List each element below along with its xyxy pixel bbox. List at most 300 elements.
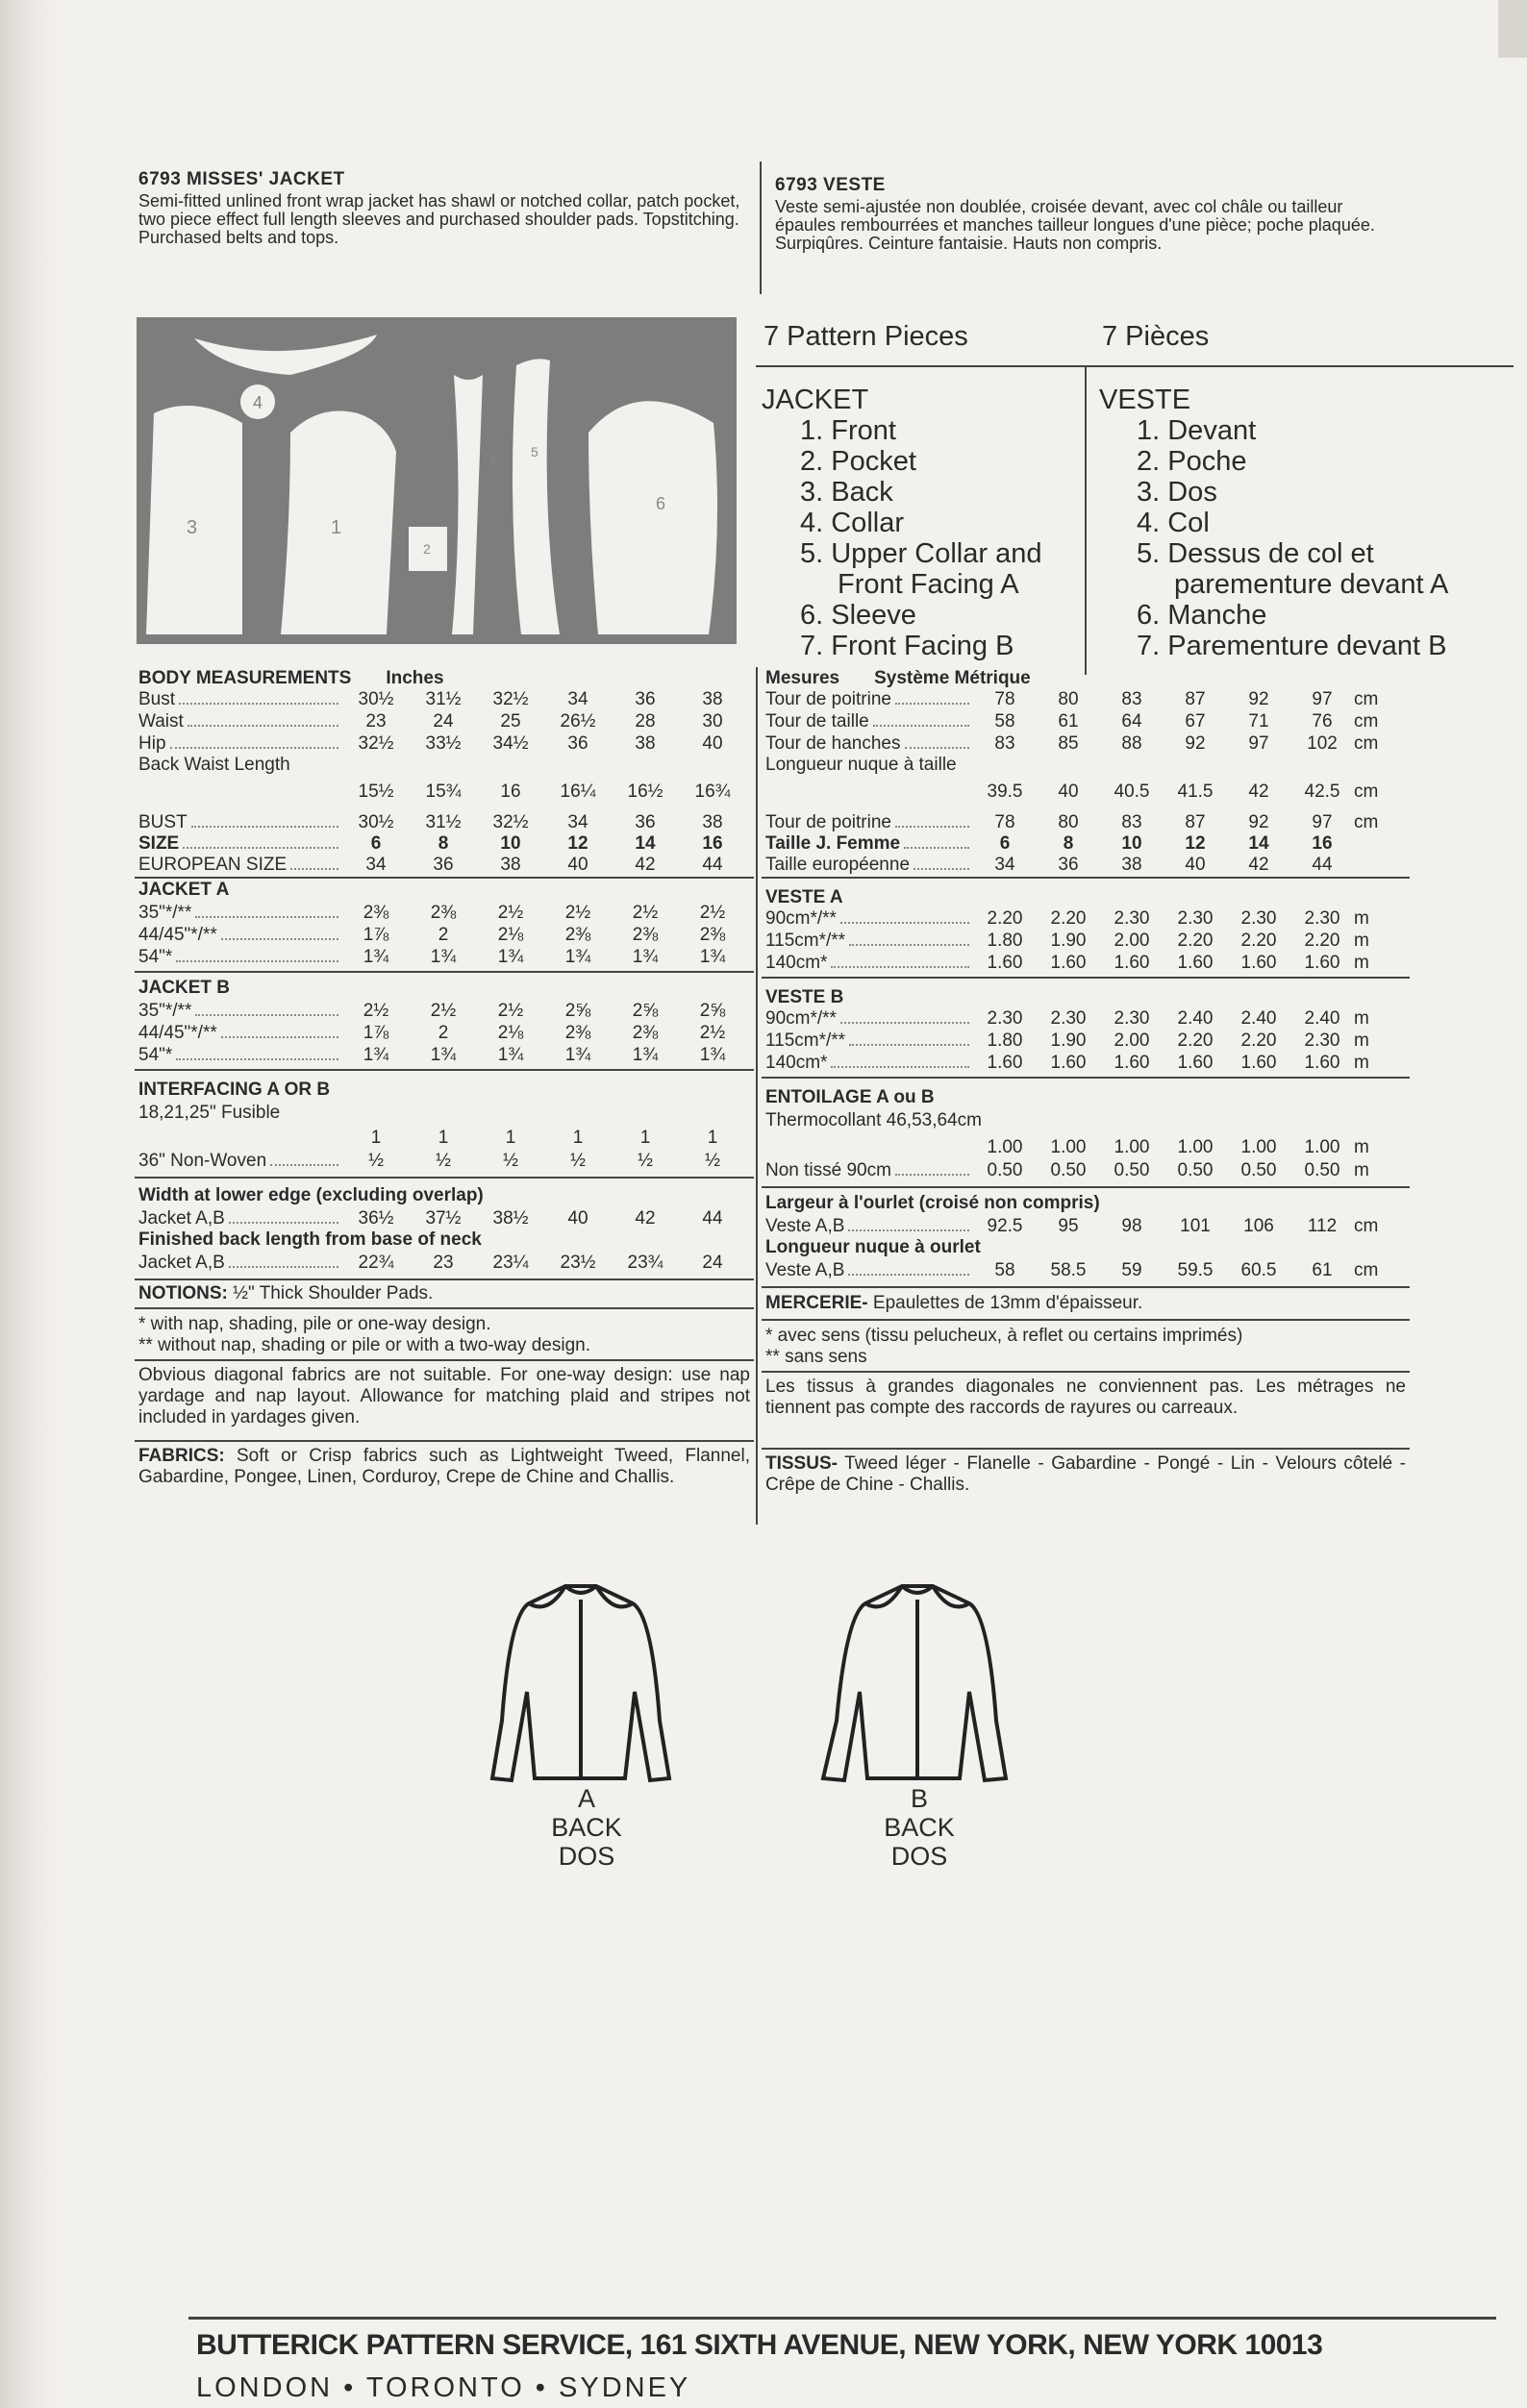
row-label: 35"*/** [138, 903, 192, 923]
row-value: 112 [1307, 1216, 1338, 1236]
section-header [765, 1292, 1142, 1314]
piece-item: Front Facing A [838, 569, 1019, 600]
row-value: 1 [572, 1128, 584, 1148]
row-value: 80 [1058, 689, 1079, 709]
section-rule [135, 1177, 754, 1179]
row-label: 54"* [138, 947, 173, 967]
row-value: 23 [365, 711, 387, 732]
row-value: 1.90 [1050, 931, 1087, 951]
leader-dots [229, 1222, 338, 1224]
table-row [138, 1150, 750, 1172]
row-value: 98 [1121, 1216, 1142, 1236]
row-value: 15½ [358, 782, 394, 802]
row-value: 44 [1312, 855, 1333, 875]
back-views-illustration [471, 1576, 1067, 1788]
piece-item: 1. Devant [1137, 415, 1257, 446]
piece-number-1: 1 [331, 517, 342, 538]
row-value: 32½ [492, 689, 529, 709]
leader-dots [290, 868, 338, 870]
row-value: 1.00 [1050, 1137, 1087, 1157]
row-value: 10 [500, 833, 521, 854]
section-header-text: JACKET A [138, 880, 230, 900]
table-note: Thermocollant 46,53,64cm [765, 1110, 982, 1130]
section-rule [762, 1448, 1410, 1450]
row-label: 36" Non-Woven [138, 1151, 267, 1171]
piece-number-7: 7 [488, 454, 496, 469]
table-row [765, 710, 1406, 732]
row-value: ½ [638, 1151, 653, 1171]
row-value: 2½ [564, 903, 591, 923]
row-label: SIZE [138, 833, 180, 854]
row-value: 32½ [358, 733, 394, 754]
section-rule [762, 1371, 1410, 1373]
row-value: 1.60 [1240, 953, 1277, 973]
leader-dots [176, 1058, 338, 1060]
row-value: 97 [1312, 812, 1333, 832]
row-value: 16 [500, 782, 521, 802]
row-value: 64 [1121, 711, 1142, 732]
paragraph-text: Les tissus à grandes diagonales ne conviennent pas. Les métrages ne tiennent pas compte des raccords de rayures ou carreaux. [765, 1377, 1406, 1418]
row-value: 6 [370, 833, 382, 854]
row-value: 1.60 [1304, 1053, 1340, 1073]
leader-dots [873, 725, 969, 727]
view-b-caption: B BACK DOS [884, 1784, 955, 1871]
row-value: ½ [436, 1151, 451, 1171]
row-value: 85 [1058, 733, 1079, 754]
row-value: 14 [635, 833, 656, 854]
row-value: 1.00 [987, 1137, 1023, 1157]
table-row [765, 1159, 1406, 1181]
leader-dots [895, 1174, 969, 1176]
french-description: Veste semi-ajustée non doublée, croisée devant, avec col châle ou tailleur épaules rembourrées et manches tailleur longues d'une pièce; poche plaquée. Surpiqûres. Ceinture fantaisie. Hauts non compris. [775, 197, 1375, 253]
row-label: Waist [138, 711, 184, 732]
row-value: 1.60 [1240, 1053, 1277, 1073]
section-header [765, 667, 1031, 689]
row-value: 12 [1185, 833, 1206, 854]
piece-item: 7. Front Facing B [800, 631, 1014, 661]
section-header-text: Mesures [765, 668, 840, 688]
section-header-text: Finished back length from base of neck [138, 1229, 482, 1250]
piece-item: parementure devant A [1174, 569, 1449, 600]
section-header [138, 977, 230, 999]
row-value: 1.60 [1114, 953, 1150, 973]
section-rule [135, 971, 754, 973]
row-unit: m [1354, 1053, 1369, 1073]
paragraph-text: Obvious diagonal fabrics are not suitable. For one-way design: use nap yardage and nap layout. Allowance for matching plaid and stripes not included in yardages given. [138, 1365, 750, 1427]
row-label: 35"*/** [138, 1001, 192, 1021]
row-value: 40 [567, 855, 588, 875]
page-fold-shadow [0, 0, 58, 2408]
view-a-back [492, 1586, 669, 1780]
row-label: Jacket A,B [138, 1208, 225, 1229]
row-value: 1.80 [987, 931, 1023, 951]
table-row [765, 732, 1406, 755]
leader-dots [270, 1164, 338, 1166]
row-unit: m [1354, 908, 1369, 929]
leader-dots [229, 1266, 338, 1268]
table-note: * with nap, shading, pile or one-way design. [138, 1314, 491, 1334]
table-row [765, 1030, 1406, 1052]
row-value: 1.60 [1114, 1053, 1150, 1073]
row-value: 16 [702, 833, 723, 854]
leader-dots [848, 1274, 969, 1276]
table-row [138, 688, 750, 710]
table-row [138, 1022, 750, 1044]
section-rule [762, 1186, 1410, 1188]
row-value: 1¾ [632, 1045, 659, 1065]
row-value: 42 [635, 1208, 656, 1229]
row-value: 1⅞ [363, 1023, 389, 1043]
leader-dots [849, 944, 969, 946]
section-header-text: JACKET B [138, 978, 231, 998]
table-note: ** without nap, shading or pile or with a two-way design. [138, 1335, 590, 1355]
row-label: Jacket A,B [138, 1253, 225, 1273]
row-unit: m [1354, 1030, 1369, 1051]
row-label: Tour de taille [765, 711, 869, 732]
row-value: 38 [702, 689, 723, 709]
row-value: 78 [994, 689, 1015, 709]
row-value: 1⅞ [363, 925, 389, 945]
row-value: 36 [567, 733, 588, 754]
piece-number-6: 6 [656, 494, 666, 513]
row-value: 16½ [627, 782, 663, 802]
table-row [765, 930, 1406, 952]
row-value: 38½ [492, 1208, 529, 1229]
page-corner [1498, 0, 1527, 58]
section-header-text: Width at lower edge (excluding overlap) [138, 1185, 484, 1205]
section-header-text: Largeur à l'ourlet (croisé non compris) [765, 1193, 1100, 1213]
piece-number-2: 2 [423, 541, 431, 557]
piece-item: 1. Front [800, 415, 896, 446]
row-value: 36 [635, 812, 656, 832]
pattern-pieces-heading-en: 7 Pattern Pieces [764, 321, 968, 352]
row-value: 40 [1058, 782, 1079, 802]
row-value: ½ [570, 1151, 586, 1171]
row-value: 95 [1058, 1216, 1079, 1236]
row-label: 140cm* [765, 953, 828, 973]
row-value: 2.20 [1177, 1030, 1214, 1051]
row-value: 2.40 [1240, 1008, 1277, 1029]
row-value: 30½ [358, 812, 394, 832]
row-value: 1¾ [699, 1045, 726, 1065]
fabric-paragraph [765, 1453, 1406, 1496]
row-unit: cm [1354, 1260, 1379, 1280]
fabric-paragraph [138, 1365, 750, 1428]
english-title: 6793 MISSES' JACKET [138, 169, 345, 189]
leader-dots [191, 826, 338, 828]
section-header [138, 667, 444, 689]
row-value: 6 [999, 833, 1011, 854]
table-note: 18,21,25" Fusible [138, 1103, 281, 1123]
row-value: 22¾ [358, 1253, 394, 1273]
leader-dots [188, 725, 338, 727]
table-row [138, 781, 750, 803]
row-value: 88 [1121, 733, 1142, 754]
leader-dots [176, 960, 338, 962]
row-value: 83 [994, 733, 1015, 754]
row-value: 97 [1312, 689, 1333, 709]
row-value: 42.5 [1304, 782, 1340, 802]
row-value: 2.20 [987, 908, 1023, 929]
row-value: 2.40 [1304, 1008, 1340, 1029]
piece-item: 4. Col [1137, 508, 1210, 538]
row-unit: m [1354, 953, 1369, 973]
leader-dots [914, 868, 969, 870]
paragraph-text: Soft or Crisp fabrics such as Lightweight Tweed, Flannel, Gabardine, Pongee, Linen, Corduroy, Crepe de Chine and Challis. [138, 1446, 750, 1487]
leader-dots [221, 938, 338, 940]
row-label: 140cm* [765, 1053, 828, 1073]
row-value: 0.50 [1050, 1160, 1087, 1180]
table-row [138, 902, 750, 924]
row-value: 2⅛ [497, 1023, 524, 1043]
table-row [765, 832, 1406, 855]
row-value: 2½ [699, 903, 726, 923]
publisher-cities: LONDON • TORONTO • SYDNEY [196, 2372, 691, 2403]
row-value: 2⅜ [363, 903, 389, 923]
table-row [765, 811, 1406, 833]
row-value: 2½ [497, 1001, 524, 1021]
paragraph-text: Tweed léger - Flanelle - Gabardine - Pongé - Lin - Velours côtelé - Crêpe de Chine - Challis. [765, 1453, 1406, 1495]
row-value: 2½ [430, 1001, 457, 1021]
section-header [765, 886, 843, 908]
row-value: 40 [702, 733, 723, 754]
pattern-pieces-diagram [137, 317, 737, 644]
row-value: 59 [1121, 1260, 1142, 1280]
piece-number-5: 5 [531, 444, 538, 459]
tables-divider [756, 667, 758, 1525]
row-value: 34 [365, 855, 387, 875]
section-header-text: MERCERIE- [765, 1293, 868, 1313]
row-value: 36 [635, 689, 656, 709]
row-value: ½ [368, 1151, 384, 1171]
leader-dots [179, 703, 338, 705]
table-row [138, 1252, 750, 1274]
row-value: 1¾ [497, 1045, 524, 1065]
row-value: 2½ [363, 1001, 389, 1021]
row-label: Veste A,B [765, 1216, 845, 1236]
row-value: 101 [1180, 1216, 1211, 1236]
sleeve-piece [588, 401, 717, 634]
piece-item: 3. Dos [1137, 477, 1217, 508]
row-value: 1¾ [564, 1045, 591, 1065]
section-header-extra: Inches [386, 668, 444, 688]
row-unit: m [1354, 1137, 1369, 1157]
piece-item: 2. Pocket [800, 446, 916, 477]
row-value: 58.5 [1050, 1260, 1087, 1280]
row-value: 0.50 [987, 1160, 1023, 1180]
row-value: 102 [1307, 733, 1338, 754]
row-label: Taille J. Femme [765, 833, 901, 854]
veste-label: VESTE [1099, 385, 1191, 415]
row-value: 23¾ [627, 1253, 663, 1273]
section-rule [135, 1359, 754, 1361]
section-rule [762, 1077, 1410, 1079]
table-row [138, 710, 750, 732]
row-value: 24 [702, 1253, 723, 1273]
section-header [138, 1229, 482, 1251]
row-value: 1.60 [987, 1053, 1023, 1073]
row-value: 16¼ [560, 782, 596, 802]
row-value: 34 [994, 855, 1015, 875]
piece-item: 7. Parementure devant B [1137, 631, 1447, 661]
row-label: BUST [138, 812, 188, 832]
view-a-caption: A BACK DOS [551, 1784, 622, 1871]
row-value: 2½ [699, 1023, 726, 1043]
section-rule [762, 1286, 1410, 1288]
row-value: 2.20 [1304, 931, 1340, 951]
section-header [138, 879, 229, 901]
piece-item: 3. Back [800, 477, 893, 508]
table-note: * avec sens (tissu pelucheux, à reflet ou certains imprimés) [765, 1326, 1243, 1346]
row-value: 2.30 [1114, 908, 1150, 929]
row-value: 87 [1185, 812, 1206, 832]
table-row [138, 811, 750, 833]
section-header-note: ½" Thick Shoulder Pads. [227, 1283, 434, 1303]
row-value: 83 [1121, 812, 1142, 832]
row-value: 1 [707, 1128, 718, 1148]
row-value: 2 [438, 925, 449, 945]
row-value: 1.00 [1177, 1137, 1214, 1157]
row-value: 23¼ [492, 1253, 529, 1273]
row-value: 1 [639, 1128, 651, 1148]
pattern-pieces-heading-fr: 7 Pièces [1102, 321, 1210, 352]
table-row [765, 688, 1406, 710]
row-value: 2⅜ [430, 903, 457, 923]
section-header-text: NOTIONS: [138, 1283, 228, 1303]
row-value: 8 [438, 833, 449, 854]
section-rule [762, 1319, 1410, 1321]
row-value: 2⅜ [564, 1023, 591, 1043]
leader-dots [170, 747, 338, 749]
table-row [138, 732, 750, 755]
row-value: 25 [500, 711, 521, 732]
table-row [765, 1052, 1406, 1074]
row-unit: cm [1354, 711, 1379, 732]
row-value: 34 [567, 689, 588, 709]
row-value: 2.20 [1050, 908, 1087, 929]
row-value: 2.40 [1177, 1008, 1214, 1029]
row-value: 1.00 [1114, 1137, 1150, 1157]
row-unit: cm [1354, 689, 1379, 709]
table-row [138, 832, 750, 855]
piece-item: 5. Dessus de col et [1137, 538, 1374, 569]
row-value: 58 [994, 711, 1015, 732]
leader-dots [840, 1022, 969, 1024]
section-header [138, 1282, 433, 1304]
row-value: 24 [433, 711, 454, 732]
row-value: 1.80 [987, 1030, 1023, 1051]
leader-dots [221, 1036, 338, 1038]
section-header-text: VESTE A [765, 887, 843, 907]
row-value: 2⅛ [497, 925, 524, 945]
row-value: 36½ [358, 1208, 394, 1229]
row-value: 2.30 [1177, 908, 1214, 929]
row-value: 2 [438, 1023, 449, 1043]
row-value: 83 [1121, 689, 1142, 709]
row-value: 23 [433, 1253, 454, 1273]
section-header [138, 1184, 484, 1206]
header-divider [760, 161, 762, 294]
row-label: Tour de poitrine [765, 689, 891, 709]
row-value: 2.20 [1240, 931, 1277, 951]
row-label: 44/45"*/** [138, 1023, 217, 1043]
table-row [765, 1007, 1406, 1030]
section-header-text: ENTOILAGE A ou B [765, 1087, 935, 1107]
leader-dots [831, 1066, 969, 1068]
english-description: Semi-fitted unlined front wrap jacket has shawl or notched collar, patch pocket, two piece effect full length sleeves and purchased shoulder pads. Topstitching. Purchased belts and tops. [138, 191, 740, 247]
leader-dots [831, 966, 969, 968]
row-unit: m [1354, 1160, 1369, 1180]
veste-pieces-list [1137, 415, 1448, 661]
row-value: 1¾ [430, 947, 457, 967]
table-note: Longueur nuque à taille [765, 755, 957, 775]
paragraph-lead: TISSUS- [765, 1453, 838, 1474]
row-value: 38 [702, 812, 723, 832]
row-value: 1.00 [1304, 1137, 1340, 1157]
row-value: 2½ [632, 903, 659, 923]
leader-dots [904, 847, 969, 849]
row-unit: cm [1354, 782, 1379, 802]
row-value: 2.30 [1050, 1008, 1087, 1029]
row-value: 8 [1063, 833, 1074, 854]
pieces-divider [1085, 367, 1087, 675]
row-value: 1 [370, 1128, 382, 1148]
row-value: 2⅝ [632, 1001, 659, 1021]
row-label: Taille européenne [765, 855, 911, 875]
row-value: 10 [1121, 833, 1142, 854]
table-row [138, 924, 750, 946]
row-value: 58 [994, 1260, 1015, 1280]
row-value: 2.00 [1114, 931, 1150, 951]
row-value: 2.30 [987, 1008, 1023, 1029]
row-value: 40 [567, 1208, 588, 1229]
row-value: 2⅝ [699, 1001, 726, 1021]
leader-dots [840, 922, 969, 924]
row-value: ½ [705, 1151, 720, 1171]
row-value: 106 [1243, 1216, 1274, 1236]
row-value: 31½ [425, 812, 462, 832]
french-title: 6793 VESTE [775, 175, 886, 195]
row-value: 2.20 [1177, 931, 1214, 951]
piece-item: 4. Collar [800, 508, 904, 538]
row-unit: m [1354, 931, 1369, 951]
row-value: 1¾ [699, 947, 726, 967]
row-value: 1¾ [564, 947, 591, 967]
row-value: 97 [1248, 733, 1269, 754]
row-value: 2.30 [1240, 908, 1277, 929]
row-value: 67 [1185, 711, 1206, 732]
row-value: 1.60 [1050, 1053, 1087, 1073]
row-value: ½ [503, 1151, 518, 1171]
row-value: 39.5 [987, 782, 1023, 802]
row-value: 1 [438, 1128, 449, 1148]
row-value: 0.50 [1240, 1160, 1277, 1180]
table-row [138, 854, 750, 876]
row-value: 2.00 [1114, 1030, 1150, 1051]
row-value: 40.5 [1114, 782, 1150, 802]
leader-dots [895, 703, 969, 705]
table-row [765, 1215, 1406, 1237]
row-value: 92.5 [987, 1216, 1023, 1236]
piece-number-3: 3 [187, 517, 198, 538]
row-value: 2.30 [1114, 1008, 1150, 1029]
leader-dots [195, 916, 338, 918]
row-value: 34½ [492, 733, 529, 754]
row-value: 1¾ [430, 1045, 457, 1065]
section-header-text: INTERFACING A OR B [138, 1080, 331, 1100]
row-value: 26½ [560, 711, 596, 732]
view-b-back [823, 1586, 1006, 1780]
